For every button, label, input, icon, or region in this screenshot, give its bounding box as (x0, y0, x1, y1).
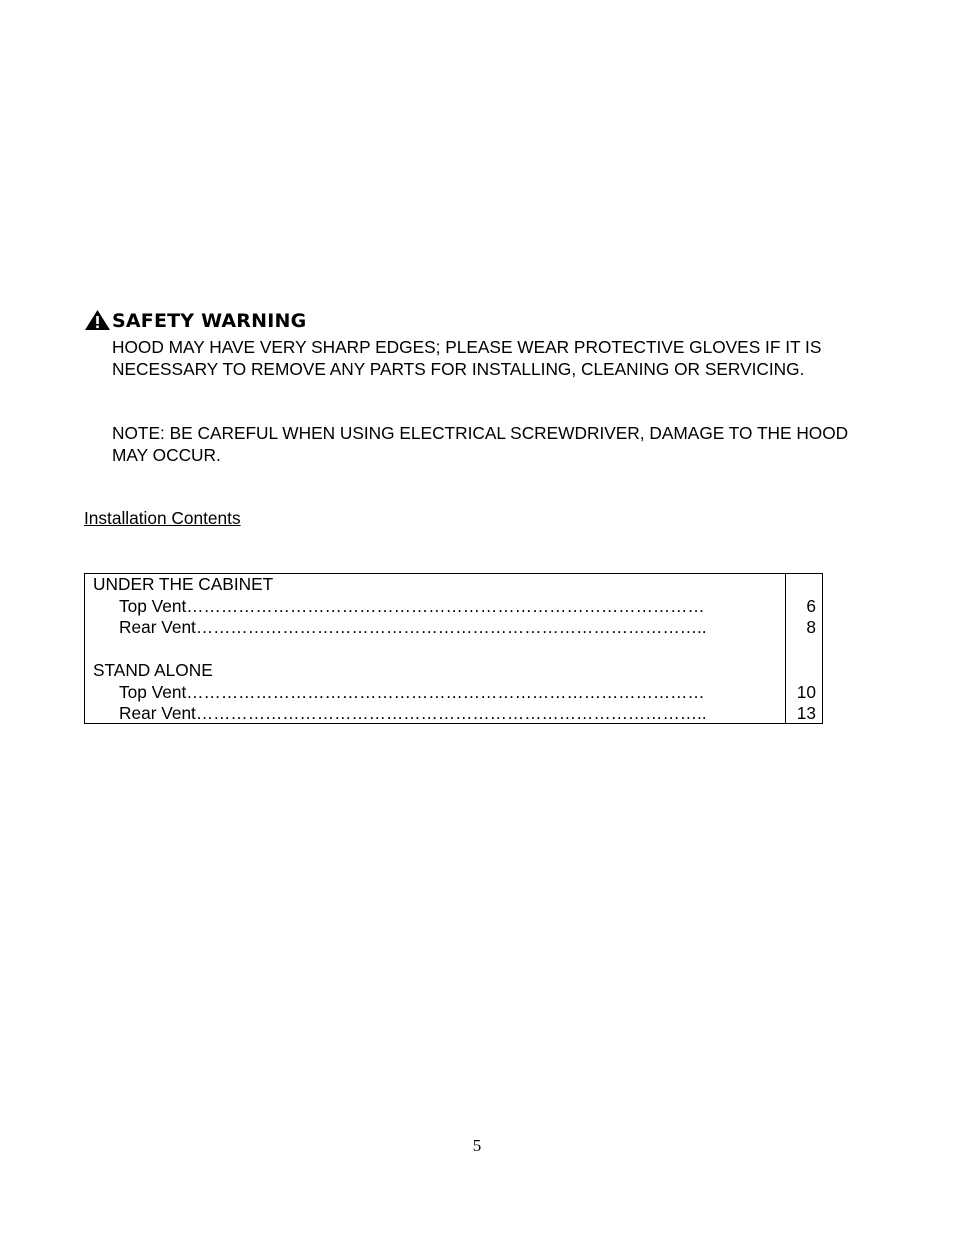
toc-entry-label: Rear Vent…………………………………………………………………………….. (119, 703, 707, 723)
safety-warning-heading (84, 310, 306, 332)
safety-warning-text: HOOD MAY HAVE VERY SHARP EDGES; PLEASE WEAR PROTECTIVE GLOVES IF IT IS NECESSARY TO REMOVE ANY PARTS FOR INSTALLING, CLEANING OR SERVICING. (112, 337, 822, 379)
toc-section-heading (85, 574, 822, 596)
toc-entry-label: Top Vent……………………………………………………………………………… (119, 681, 705, 702)
table-of-contents (84, 573, 823, 724)
installation-contents-title: Installation Contents (84, 508, 241, 528)
toc-entry (85, 703, 822, 725)
toc-section-label: UNDER THE CABINET (93, 574, 274, 594)
toc-entry-page: 10 (796, 681, 816, 702)
toc-entry-page: 6 (806, 595, 816, 616)
page-number: 5 (472, 1136, 482, 1155)
toc-entry (85, 596, 822, 618)
toc-entry-page: 8 (806, 617, 816, 637)
toc-entry (85, 682, 822, 704)
toc-entry-label: Rear Vent…………………………………………………………………………….. (119, 617, 707, 637)
warning-triangle-icon (84, 309, 111, 331)
toc-section-label: STAND ALONE (93, 660, 213, 680)
toc-entry (85, 617, 822, 639)
safety-note-text: NOTE: BE CAREFUL WHEN USING ELECTRICAL SCREWDRIVER, DAMAGE TO THE HOOD MAY OCCUR. (112, 423, 849, 465)
safety-warning-title: SAFETY WARNING (112, 310, 307, 332)
toc-section-heading (85, 660, 822, 682)
toc-entry-label: Top Vent……………………………………………………………………………… (119, 595, 705, 616)
toc-entry-page: 13 (796, 703, 816, 723)
